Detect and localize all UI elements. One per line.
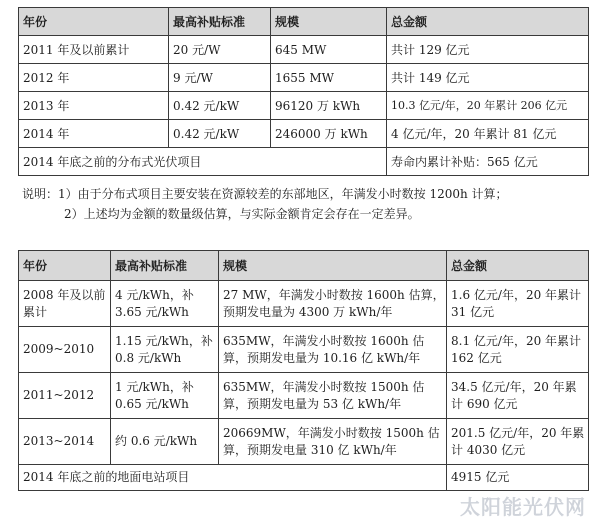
table-row — [19, 373, 589, 419]
summary-row — [19, 465, 589, 491]
header-total-amount: 总金额 — [447, 251, 589, 281]
table-row — [19, 327, 589, 373]
cell-subsidy: 约 0.6 元/kWh — [111, 419, 219, 465]
cell-scale: 1655 MW — [271, 64, 387, 92]
note-line-1: 说明：1）由于分布式项目主要安装在资源较差的东部地区，年满发小时数按 1200h 计算； — [22, 187, 508, 201]
cell-subsidy: 1.15 元/kWh，补 0.8 元/kWh — [111, 327, 219, 373]
summary-row — [19, 148, 589, 176]
header-total-amount: 总金额 — [387, 8, 589, 36]
header-max-subsidy: 最高补贴标准 — [111, 251, 219, 281]
cell-scale: 246000 万 kWh — [271, 120, 387, 148]
summary-value: 寿命内累计补贴：565 亿元 — [387, 148, 589, 176]
cell-subsidy: 9 元/W — [169, 64, 271, 92]
header-scale: 规模 — [219, 251, 447, 281]
header-max-subsidy: 最高补贴标准 — [169, 8, 271, 36]
ground-station-subsidy-table — [18, 250, 589, 491]
cell-year: 2013~2014 — [19, 419, 111, 465]
table-row — [19, 36, 589, 64]
cell-year: 2011~2012 — [19, 373, 111, 419]
summary-label: 2014 年底之前的分布式光伏项目 — [19, 148, 387, 176]
table-header-row — [19, 8, 589, 36]
cell-amount: 201.5 亿元/年，20 年累计 4030 亿元 — [447, 419, 589, 465]
header-year: 年份 — [19, 8, 169, 36]
cell-year: 2011 年及以前累计 — [19, 36, 169, 64]
table-row — [19, 64, 589, 92]
cell-year: 2013 年 — [19, 92, 169, 120]
table-header-row — [19, 251, 589, 281]
cell-amount: 共计 129 亿元 — [387, 36, 589, 64]
table-row — [19, 419, 589, 465]
cell-scale: 635MW，年满发小时数按 1600h 估算，预期发电量为 10.16 亿 kWh/年 — [219, 327, 447, 373]
cell-amount: 10.3 亿元/年，20 年累计 206 亿元 — [387, 92, 589, 120]
cell-scale: 27 MW，年满发小时数按 1600h 估算，预期发电量为 4300 万 kWh/年 — [219, 281, 447, 327]
cell-amount: 1.6 亿元/年，20 年累计 31 亿元 — [447, 281, 589, 327]
summary-label: 2014 年底之前的地面电站项目 — [19, 465, 447, 491]
note-line-2: 2）上述均为金额的数量级估算，与实际金额肯定会存在一定差异。 — [64, 207, 420, 221]
cell-subsidy: 4 元/kWh，补 3.65 元/kWh — [111, 281, 219, 327]
cell-year: 2009~2010 — [19, 327, 111, 373]
watermark-logo: 太阳能光伏网 — [460, 495, 586, 519]
cell-scale: 635MW，年满发小时数按 1500h 估算，预期发电量为 53 亿 kWh/年 — [219, 373, 447, 419]
distributed-pv-subsidy-table — [18, 7, 589, 176]
cell-year: 2014 年 — [19, 120, 169, 148]
cell-subsidy: 0.42 元/kW — [169, 120, 271, 148]
cell-subsidy: 0.42 元/kW — [169, 92, 271, 120]
header-scale: 规模 — [271, 8, 387, 36]
cell-subsidy: 20 元/W — [169, 36, 271, 64]
summary-value: 4915 亿元 — [447, 465, 589, 491]
header-year: 年份 — [19, 251, 111, 281]
cell-scale: 20669MW，年满发小时数按 1500h 估算，预期发电量 310 亿 kWh/年 — [219, 419, 447, 465]
cell-amount: 共计 149 亿元 — [387, 64, 589, 92]
cell-year: 2008 年及以前累计 — [19, 281, 111, 327]
cell-subsidy: 1 元/kWh，补 0.65 元/kWh — [111, 373, 219, 419]
cell-scale: 96120 万 kWh — [271, 92, 387, 120]
table-row — [19, 92, 589, 120]
cell-amount: 8.1 亿元/年，20 年累计 162 亿元 — [447, 327, 589, 373]
cell-amount: 34.5 亿元/年，20 年累计 690 亿元 — [447, 373, 589, 419]
cell-scale: 645 MW — [271, 36, 387, 64]
table-row — [19, 281, 589, 327]
cell-year: 2012 年 — [19, 64, 169, 92]
cell-amount: 4 亿元/年，20 年累计 81 亿元 — [387, 120, 589, 148]
table-row — [19, 120, 589, 148]
